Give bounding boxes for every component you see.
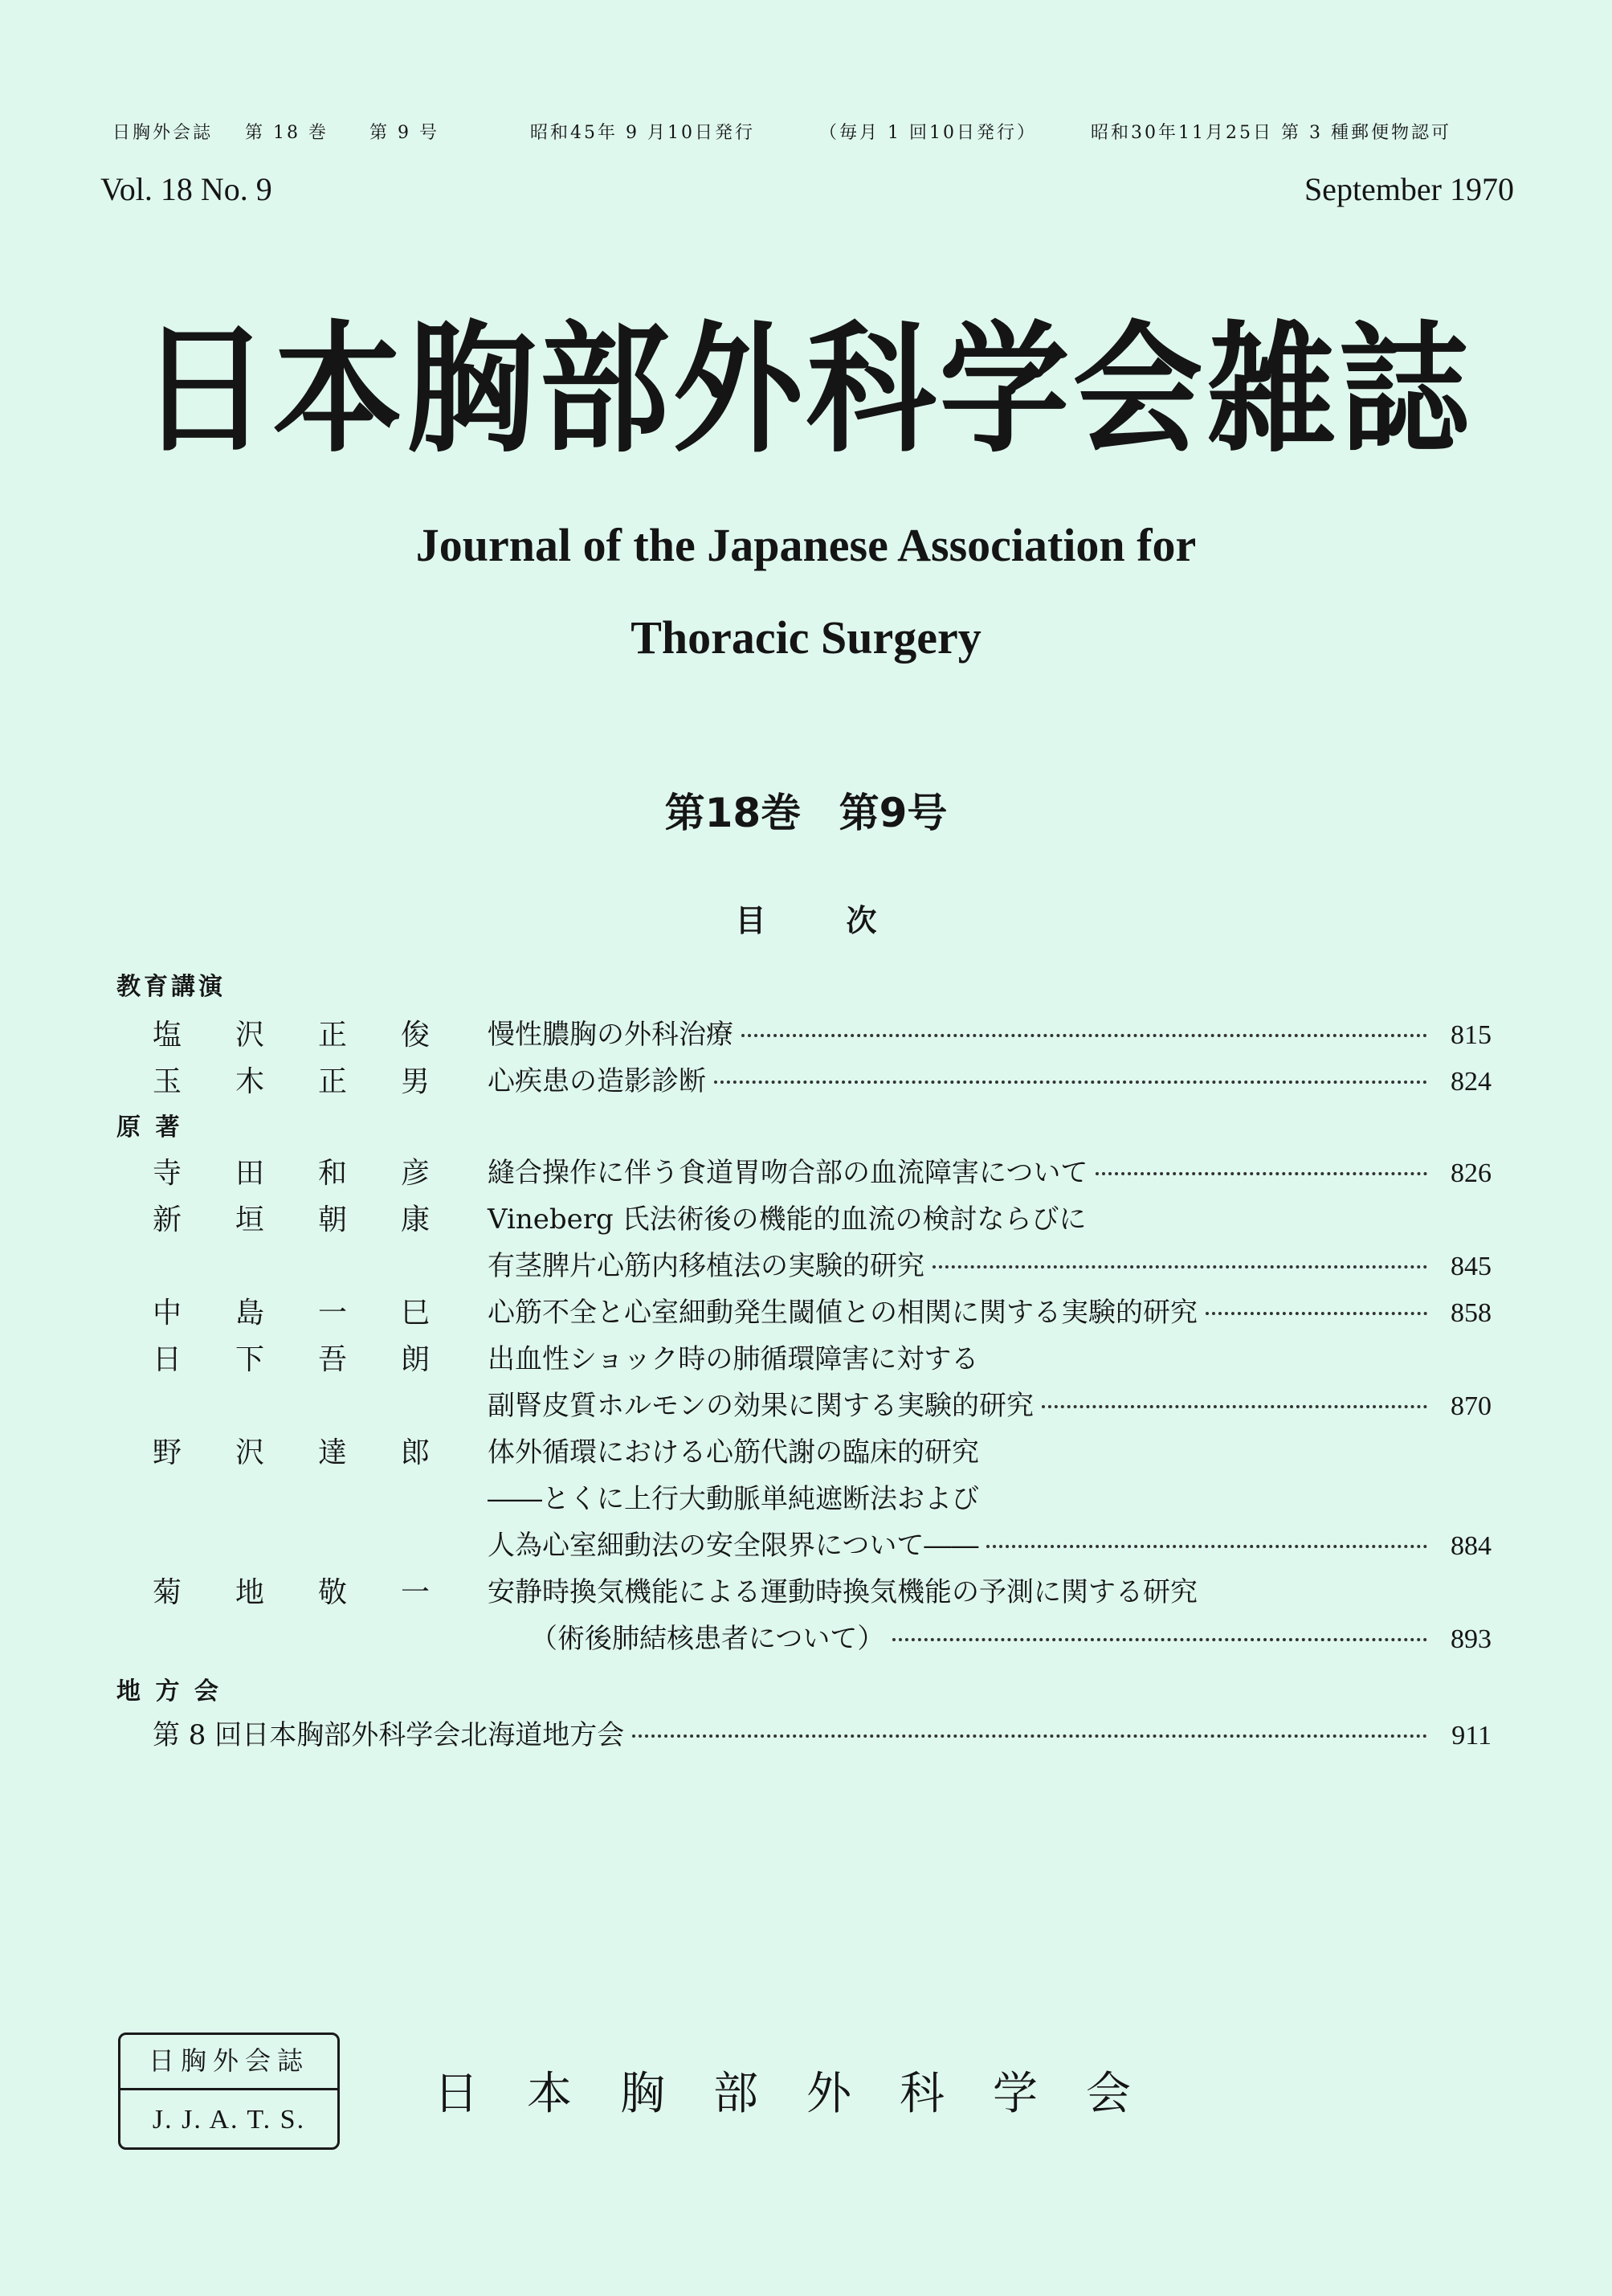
toc-subtitle: 人為心室細動法の安全限界について―― [488,1530,979,1562]
toc-title: 副腎皮質ホルモンの効果に関する実験的研究 [488,1390,1034,1422]
association-name: 日本胸部外科学会 [434,2068,1179,2120]
toc-entry[interactable] [0,1290,1612,1330]
toc-author: 中 島 一 巳 [153,1297,430,1330]
toc-title: 心疾患の造影診断 [488,1065,706,1097]
toc-entry-continued[interactable] [0,1383,1612,1424]
journal-title-jp: 日本胸部外科学会雑誌 [139,308,1473,472]
journal-abbr-box [118,2032,340,2150]
toc-entry[interactable] [0,1430,1612,1470]
toc-entry[interactable] [0,1570,1612,1610]
toc-page: 884 [1451,1531,1492,1561]
postal-permit: 昭和30年11月25日 第 3 種郵便物認可 [1091,123,1451,143]
issue-jp: 第 9 号 [369,123,439,143]
volume-jp: 第 18 巻 [245,123,329,143]
toc-entry[interactable] [0,1059,1612,1099]
journal-title-en-2: Thoracic Surgery [631,611,981,664]
toc-author: 玉 木 正 男 [153,1065,430,1098]
vol-en: Vol. 18 No. 9 [100,171,272,207]
toc-page: 824 [1451,1067,1492,1097]
toc-page: 858 [1451,1298,1492,1328]
journal-title-en-1: Journal of the Japanese Association for [415,519,1197,571]
toc-subtitle: ――とくに上行大動脈単純遮断法および [488,1483,979,1515]
section-lectures: 教育講演 [116,973,226,1001]
toc-entry[interactable] [0,1197,1612,1237]
toc-author: 塩 沢 正 俊 [153,1019,430,1052]
toc-author: 新 垣 朝 康 [153,1203,430,1236]
toc-title: 心筋不全と心室細動発生閾値との相関に関する実験的研究 [488,1297,1198,1329]
toc-subtitle: （術後肺結核患者について） [530,1623,885,1655]
date-en: September 1970 [1304,171,1514,207]
toc-page: 870 [1451,1391,1492,1421]
toc-title: 体外循環における心筋代謝の臨床的研究 [488,1436,979,1469]
toc-title: 第 8 回日本胸部外科学会北海道地方会 [153,1719,625,1751]
dot-leader [1096,1172,1427,1175]
toc-author: 野 沢 達 郎 [153,1436,430,1469]
toc-author: 日 下 吾 朗 [153,1343,430,1376]
toc-entry-continued[interactable] [0,1477,1612,1517]
box-abbr-jp: 日胸外会誌 [120,2035,337,2090]
toc-entry[interactable] [0,1150,1612,1191]
toc-title: 縫合操作に伴う食道胃吻合部の血流障害について [488,1157,1088,1189]
dot-leader [714,1081,1427,1084]
toc-author: 菊 地 敬 一 [153,1576,430,1609]
journal-abbr: 日胸外会誌 [112,123,214,143]
toc-page: 845 [1451,1252,1492,1281]
toc-title: 慢性膿胸の外科治療 [488,1019,733,1051]
toc-page: 911 [1451,1721,1492,1751]
issue-label: 第18巻 第9号 [664,790,948,836]
frequency: （毎月 1 回10日発行） [819,123,1037,143]
toc-heading: 目次 [735,903,957,938]
box-abbr-en: J. J. A. T. S. [152,2105,306,2135]
dot-leader [1042,1405,1427,1408]
dot-leader [632,1734,1427,1738]
toc-title: 安静時換気機能による運動時換気機能の予測に関する研究 [488,1576,1198,1608]
toc-title: 有茎脾片心筋内移植法の実験的研究 [488,1250,924,1282]
toc-page: 893 [1451,1624,1492,1654]
toc-title: 出血性ショック時の肺循環障害に対する [488,1343,979,1375]
toc-page: 826 [1451,1158,1492,1188]
toc-entry[interactable] [0,1012,1612,1052]
dot-leader [892,1638,1427,1641]
toc-entry-continued[interactable] [0,1616,1612,1657]
toc-title: Vineberg 氏法術後の機能的血流の検討ならびに [488,1203,1087,1236]
section-originals: 原 著 [116,1113,183,1142]
toc-entry[interactable] [0,1337,1612,1377]
section-regional: 地 方 会 [116,1677,222,1706]
dot-leader [933,1265,1427,1269]
toc-entry[interactable] [0,1713,1612,1753]
publish-date: 昭和45年 9 月10日発行 [530,123,755,143]
dot-leader [1206,1312,1427,1315]
toc-author: 寺 田 和 彦 [153,1157,430,1190]
toc-entry-continued[interactable] [0,1244,1612,1284]
dot-leader [986,1545,1427,1548]
toc-page: 815 [1451,1020,1492,1050]
dot-leader [741,1034,1427,1037]
toc-entry-continued[interactable] [0,1523,1612,1563]
